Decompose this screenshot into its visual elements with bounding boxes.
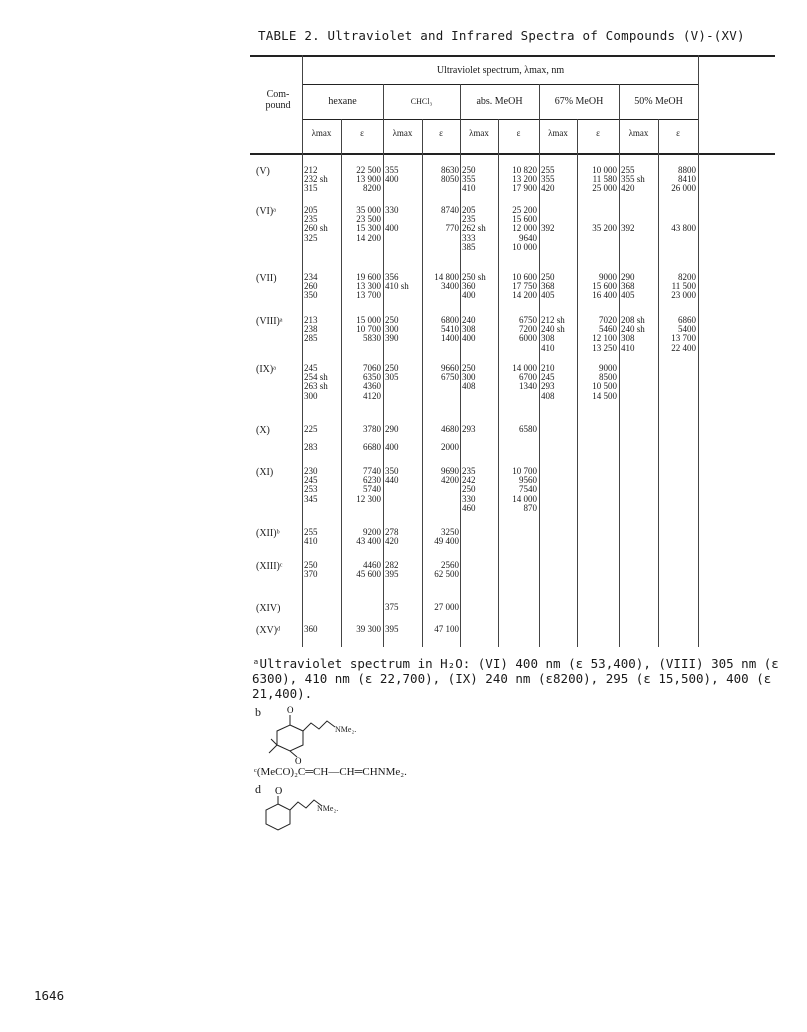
lambda-cell: 212 232 sh 315	[304, 165, 328, 194]
lambda-max-header: λmax	[392, 128, 413, 138]
epsilon-cell: 9000 8500 10 500 14 500	[592, 363, 617, 401]
lambda-cell: 330 400	[385, 205, 399, 234]
epsilon-cell: 9690 4200	[441, 466, 459, 486]
epsilon-header: ε	[439, 128, 443, 138]
solvent-rule	[302, 119, 699, 120]
spectra-table	[250, 55, 775, 647]
lambda-cell: 230 245 253 345	[304, 466, 318, 504]
lambda-cell: 360	[304, 624, 318, 634]
lambda-cell: 234 260 350	[304, 272, 318, 301]
page-number: 1646	[34, 988, 65, 1003]
compound-label: (XII)ᵇ	[256, 528, 280, 539]
lambda-cell: 213 238 285	[304, 315, 318, 344]
table-top-rule	[250, 55, 775, 57]
col-rule	[383, 84, 384, 647]
lambda-max-header: λmax	[469, 128, 489, 138]
epsilon-cell: 6860 5400 13 700 22 400	[671, 315, 696, 353]
epsilon-cell: 25 200 15 600 12 000 9640 10 000	[512, 205, 537, 252]
lambda-cell: 235 242 250 330 460	[462, 466, 476, 513]
lambda-cell: 250 370	[304, 560, 318, 580]
lambda-cell: 250 300 408	[462, 363, 476, 392]
uv-group-header: Ultraviolet spectrum, λmax, nm	[436, 65, 565, 76]
epsilon-cell: 22 500 13 900 8200	[356, 165, 381, 194]
epsilon-cell: 39 300	[356, 624, 381, 634]
structure-b-label: NMe₂.	[335, 725, 357, 734]
lambda-max-header: λmax	[628, 128, 649, 138]
compound-label: (XIII)ᶜ	[256, 561, 283, 572]
table-title: TABLE 2. Ultraviolet and Infrared Spectra of Compounds (V)-(XV)	[258, 28, 745, 43]
solvent-hexane: hexane	[328, 96, 357, 107]
solvent-67-meoh: 67% MeOH	[554, 96, 604, 107]
col-rule	[341, 119, 342, 647]
solvent-50-meoh: 50% MeOH	[634, 96, 683, 107]
epsilon-cell: 8800 8410 26 000	[671, 165, 696, 194]
epsilon-cell: 19 600 13 300 13 700	[356, 272, 381, 301]
lambda-max-header: λmax	[311, 128, 332, 138]
compound-label: (VI)ᵃ	[256, 206, 276, 217]
lambda-cell: 250 300 390	[385, 315, 399, 344]
footnote-b-marker: b	[255, 705, 261, 719]
epsilon-cell: 10 000 11 580 25 000	[592, 165, 617, 194]
footnote-d-marker: d	[255, 782, 261, 796]
epsilon-cell: 10 700 9560 7540 14 000 870	[512, 466, 537, 513]
lambda-cell: 356 410 sh	[385, 272, 409, 292]
epsilon-header: ε	[676, 128, 680, 138]
lambda-cell: 255 410	[304, 527, 318, 547]
epsilon-cell: 27 000	[434, 602, 459, 612]
lambda-cell: 210 245 293 408	[541, 363, 555, 401]
col-rule	[539, 84, 540, 647]
lambda-cell: 250 305	[385, 363, 399, 383]
col-rule	[698, 55, 699, 647]
epsilon-cell: 6750 7200 6000	[519, 315, 537, 344]
epsilon-cell: 8740 770	[441, 205, 459, 234]
lambda-cell: 205 235 260 sh 325	[304, 205, 328, 243]
footnote-c: ᶜ(MeCO)₂C═CH—CH═CHNMe₂.	[254, 766, 407, 778]
group-rule	[302, 84, 699, 85]
svg-text:O: O	[287, 705, 294, 715]
lambda-cell: 225 283	[304, 424, 318, 453]
lambda-cell: 290 368 405	[621, 272, 635, 301]
header-bottom-rule	[250, 153, 775, 155]
compound-label: (IX)ᵃ	[256, 364, 276, 375]
epsilon-cell: 9000 15 600 16 400	[592, 272, 617, 301]
lambda-cell: 250 sh 360 400	[462, 272, 486, 301]
structure-d-label: NMe₂.	[317, 804, 339, 813]
solvent-chcl3: CHCl₃	[410, 97, 433, 106]
epsilon-cell: 8630 8050	[441, 165, 459, 185]
col-rule	[422, 119, 423, 647]
epsilon-cell: 8200 11 500 23 000	[671, 272, 696, 301]
lambda-cell: 395	[385, 624, 399, 634]
col-rule	[619, 84, 620, 647]
epsilon-cell: 35 000 23 500 15 300 14 200	[356, 205, 381, 243]
epsilon-cell: 7020 5460 12 100 13 250	[592, 315, 617, 353]
col-rule	[658, 119, 659, 647]
epsilon-cell: 35 200	[592, 223, 617, 234]
lambda-cell: 293	[462, 424, 476, 434]
lambda-cell: 278 420	[385, 527, 399, 547]
compound-label: (VIII)ᵃ	[256, 316, 283, 327]
lambda-cell: 250 368 405	[541, 272, 555, 301]
svg-text:O: O	[295, 756, 302, 765]
lambda-cell: 350 440	[385, 466, 399, 486]
lambda-cell: 212 sh 240 sh 308 410	[541, 315, 565, 353]
epsilon-cell: 14 800 3400	[434, 272, 459, 292]
footnote-a: ᵃUltraviolet spectrum in H₂O: (VI) 400 nm (ε 53,400), (VIII) 305 nm (ε 6300), 410 nm (ε 22,700), (IX) 240 nm (ε8200), 295 (ε 15,500), 400 (ε 21,400).	[252, 656, 779, 701]
lambda-max-header: λmax	[548, 128, 568, 138]
epsilon-cell: 3250 49 400	[434, 527, 459, 547]
compound-label: (VII)	[256, 273, 277, 284]
lambda-cell: 282 395	[385, 560, 399, 580]
compound-header: Com- pound	[265, 89, 291, 111]
lambda-cell: 208 sh 240 sh 308 410	[621, 315, 645, 353]
lambda-cell: 375	[385, 602, 399, 612]
epsilon-cell: 3780 6680	[363, 424, 381, 453]
epsilon-cell: 10 600 17 750 14 200	[512, 272, 537, 301]
col-rule	[577, 119, 578, 647]
compound-label: (XI)	[256, 467, 274, 478]
compound-label: (X)	[256, 425, 270, 436]
epsilon-cell: 43 800	[671, 223, 696, 234]
epsilon-cell: 9660 6750	[441, 363, 459, 383]
footnotes	[252, 656, 792, 701]
lambda-cell: 290 400	[385, 424, 399, 453]
epsilon-header: ε	[516, 128, 521, 138]
compound-label: (V)	[256, 166, 270, 177]
epsilon-cell: 6580	[519, 424, 537, 434]
epsilon-cell: 2560 62 500	[434, 560, 459, 580]
lambda-cell: 392	[541, 223, 555, 234]
compound-label: (XV)ᵈ	[256, 625, 281, 636]
lambda-cell: 240 308 400	[462, 315, 476, 344]
epsilon-header: ε	[596, 128, 600, 138]
col-rule	[302, 55, 303, 647]
lambda-cell: 255 355 sh 420	[621, 165, 645, 194]
lambda-cell: 355 400	[385, 165, 399, 185]
lambda-cell: 392	[621, 223, 635, 234]
solvent-abs-meoh: abs. MeOH	[476, 96, 523, 107]
epsilon-cell: 9200 43 400	[356, 527, 381, 547]
col-rule	[498, 119, 499, 647]
structure-b-icon	[265, 705, 385, 765]
lambda-cell: 255 355 420	[541, 165, 555, 194]
epsilon-header: ε	[360, 128, 364, 138]
epsilon-cell: 10 820 13 200 17 900	[512, 165, 537, 194]
epsilon-cell: 14 000 6700 1340	[512, 363, 537, 392]
epsilon-cell: 15 000 10 700 5830	[356, 315, 381, 344]
epsilon-cell: 7060 6350 4360 4120	[363, 363, 381, 401]
epsilon-cell: 47 100	[434, 624, 459, 634]
lambda-cell: 245 254 sh 263 sh 300	[304, 363, 328, 401]
lambda-cell: 205 235 262 sh 333 385	[462, 205, 486, 252]
epsilon-cell: 4460 45 600	[356, 560, 381, 580]
epsilon-cell: 7740 6230 5740 12 300	[356, 466, 381, 504]
epsilon-cell: 6800 5410 1400	[441, 315, 459, 344]
lambda-cell: 250 355 410	[462, 165, 476, 194]
epsilon-cell: 4680 2000	[441, 424, 459, 453]
compound-label: (XIV)	[256, 603, 281, 614]
col-rule	[460, 84, 461, 647]
svg-text:O: O	[275, 786, 283, 797]
